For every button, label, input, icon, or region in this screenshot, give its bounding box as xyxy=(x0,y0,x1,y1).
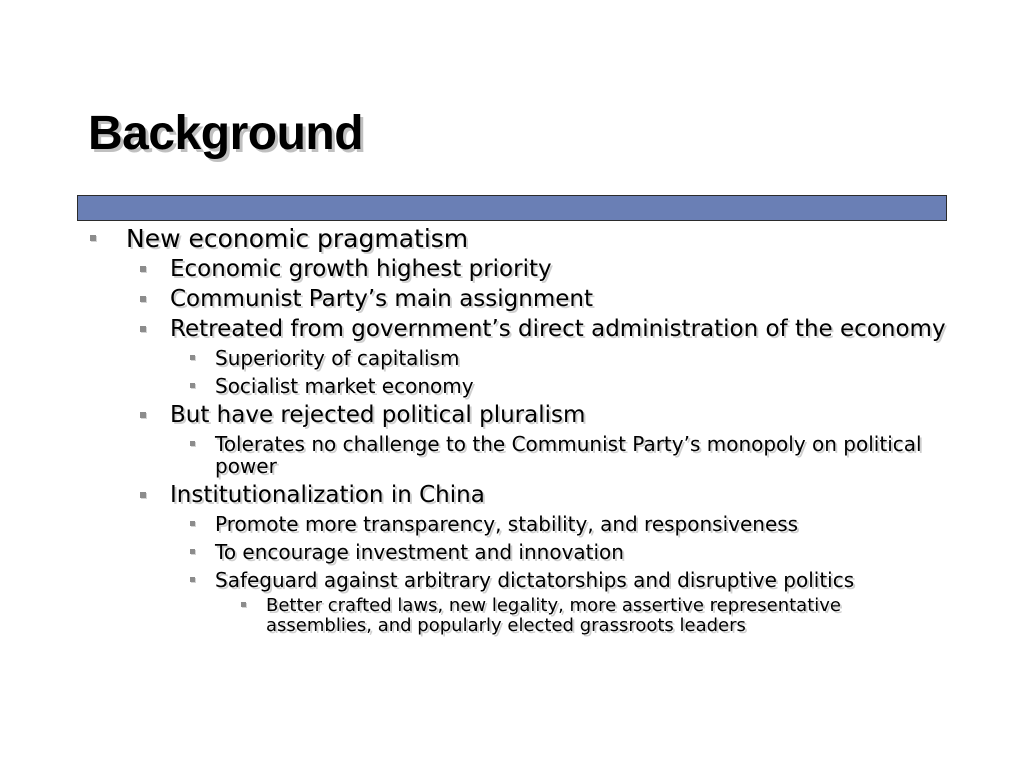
bullet-item xyxy=(0,372,930,400)
bullet-item xyxy=(0,254,950,284)
bullet-item xyxy=(0,344,930,372)
bullet-text: Superiority of capitalism xyxy=(215,346,460,370)
square-bullet-icon xyxy=(190,577,195,582)
bullet-text: But have rejected political pluralism xyxy=(170,402,586,428)
slide-title: Background xyxy=(88,107,364,160)
bullet-item xyxy=(0,480,950,510)
square-bullet-icon xyxy=(90,235,96,241)
bullet-item xyxy=(0,566,930,594)
square-bullet-icon xyxy=(190,383,195,388)
bullet-text: Socialist market economy xyxy=(215,374,474,398)
bullet-text: Better crafted laws, new legality, more assertive representative assemblies, and popularly elected grassroots leaders xyxy=(266,595,841,636)
square-bullet-icon xyxy=(190,521,195,526)
bullet-item xyxy=(0,430,930,480)
square-bullet-icon xyxy=(190,355,195,360)
square-bullet-icon xyxy=(140,492,146,498)
bullet-text: Tolerates no challenge to the Communist Party’s monopoly on political power xyxy=(215,432,922,478)
bullet-item xyxy=(0,314,950,344)
bullet-text: Retreated from government’s direct administration of the economy xyxy=(170,316,946,342)
bullet-item xyxy=(0,224,946,254)
title-underline-bar xyxy=(77,195,947,221)
bullet-text: To encourage investment and innovation xyxy=(215,540,624,564)
bullet-item xyxy=(0,284,950,314)
bullet-text: Safeguard against arbitrary dictatorships and disruptive politics xyxy=(215,568,855,592)
bullet-text: Institutionalization in China xyxy=(170,482,485,508)
bullet-text: Economic growth highest priority xyxy=(170,256,552,282)
bullet-text: New economic pragmatism xyxy=(126,224,469,253)
bullet-text: Promote more transparency, stability, and responsiveness xyxy=(215,512,799,536)
bullet-text: Communist Party’s main assignment xyxy=(170,286,593,312)
bullet-item xyxy=(0,400,950,430)
square-bullet-icon xyxy=(241,602,246,607)
square-bullet-icon xyxy=(140,296,146,302)
square-bullet-icon xyxy=(190,549,195,554)
bullet-list xyxy=(0,224,1024,636)
square-bullet-icon xyxy=(140,326,146,332)
bullet-item xyxy=(0,510,930,538)
bullet-item xyxy=(0,538,930,566)
square-bullet-icon xyxy=(140,412,146,418)
square-bullet-icon xyxy=(140,266,146,272)
square-bullet-icon xyxy=(190,441,195,446)
bullet-item xyxy=(0,594,936,636)
